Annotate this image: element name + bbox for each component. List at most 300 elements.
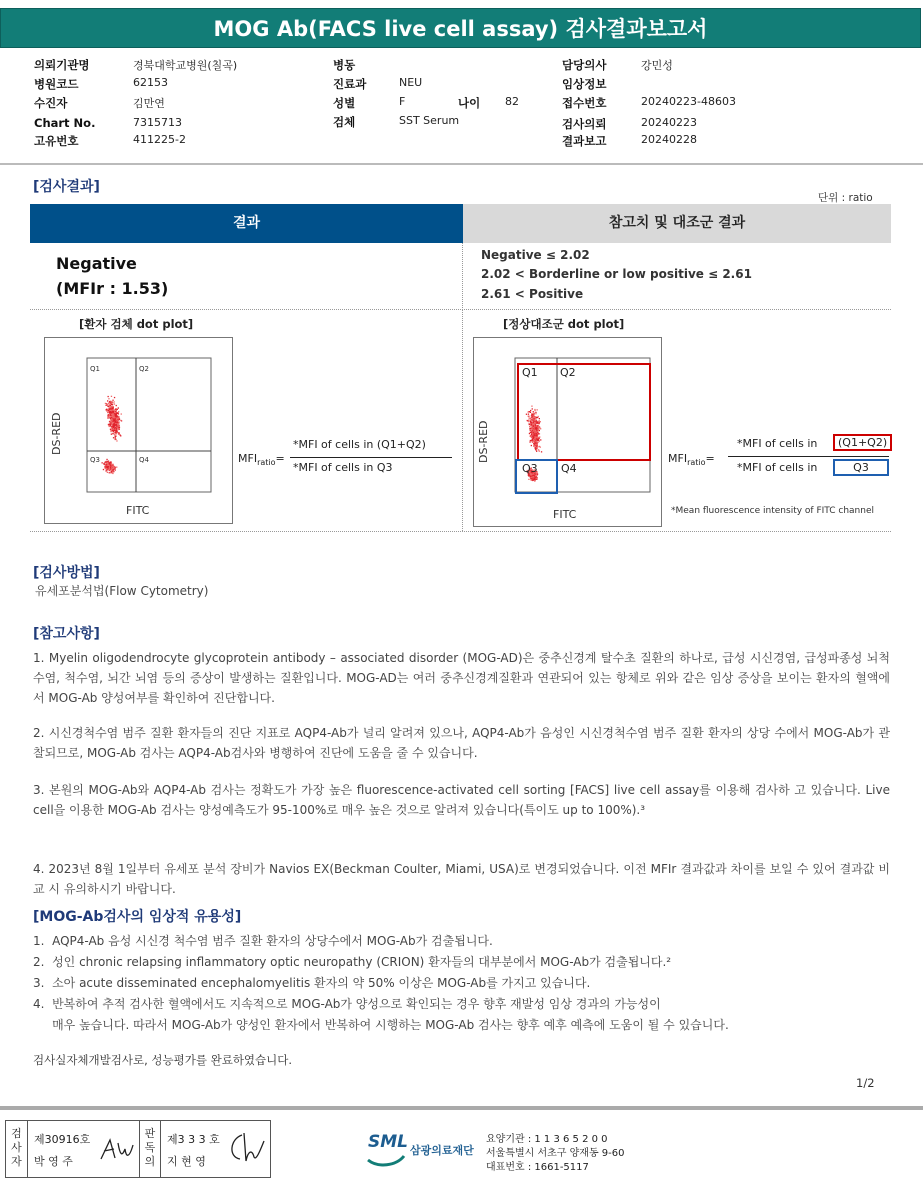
- divider: [0, 163, 923, 165]
- info-value: 62153: [133, 76, 168, 89]
- scatter-dot: [110, 467, 111, 468]
- clinical-item: 매우 높습니다. 따라서 MOG-Ab가 양성인 환자에서 반복하여 시행하는 MOG-Ab 검사는 향후 예후 예측에 도움이 될 수 있습니다.: [33, 1018, 729, 1032]
- scatter-dot: [112, 411, 113, 412]
- scatter-dot: [535, 475, 536, 476]
- scatter-dot: [106, 411, 107, 412]
- scatter-dot: [111, 434, 112, 435]
- control-mfi-denominator: *MFI of cells in: [737, 461, 818, 474]
- result-header: 결과: [30, 204, 463, 243]
- scatter-dot: [528, 414, 529, 415]
- scatter-dot: [537, 448, 538, 449]
- info-value: 김만연: [133, 97, 165, 110]
- scatter-dot: [113, 409, 114, 410]
- info-value: 7315713: [133, 116, 182, 129]
- scatter-dot: [540, 428, 541, 429]
- scatter-dot: [114, 420, 115, 421]
- inspector-signature: [98, 1135, 138, 1165]
- scatter-dot: [111, 422, 112, 423]
- scatter-dot: [541, 451, 542, 452]
- scatter-dot: [533, 479, 534, 480]
- scatter-dot: [108, 406, 109, 407]
- scatter-dot: [111, 396, 112, 397]
- scatter-dot: [529, 424, 530, 425]
- scatter-dot: [531, 417, 532, 418]
- scatter-dot: [536, 420, 537, 421]
- scatter-dot: [531, 424, 532, 425]
- report-title: MOG Ab(FACS live cell assay) 검사결과보고서: [0, 8, 921, 48]
- q3-box-label: Q3: [833, 459, 889, 476]
- scatter-dot: [115, 437, 116, 438]
- info-value: F: [399, 95, 406, 108]
- scatter-dot: [533, 411, 534, 412]
- scatter-dot: [107, 467, 108, 468]
- q1q2-box-label: (Q1+Q2): [833, 434, 892, 451]
- scatter-dot: [107, 412, 108, 413]
- scatter-points: [102, 396, 123, 474]
- reviewer-signature: [226, 1131, 268, 1167]
- scatter-dot: [116, 428, 117, 429]
- scatter-dot: [121, 413, 122, 414]
- scatter-dot: [534, 429, 535, 430]
- scatter-dot: [113, 417, 114, 418]
- scatter-dot: [535, 448, 536, 449]
- control-mfi-numerator: *MFI of cells in: [737, 437, 818, 450]
- scatter-dot: [540, 421, 541, 422]
- notes-title: [참고사항]: [33, 626, 100, 642]
- scatter-dot: [109, 414, 110, 415]
- scatter-dot: [534, 409, 535, 410]
- scatter-dot: [537, 477, 538, 478]
- info-label: 성별: [333, 96, 356, 110]
- control-mfi-label: $MFI_{ratio}=$: [668, 452, 715, 468]
- scatter-dot: [115, 429, 116, 430]
- scatter-dot: [537, 409, 538, 410]
- scatter-dot: [531, 437, 532, 438]
- scatter-dot: [533, 424, 534, 425]
- scatter-dot: [529, 426, 530, 427]
- scatter-dot: [534, 417, 535, 418]
- scatter-dot: [112, 402, 113, 403]
- logo-text: SML: [368, 1132, 408, 1152]
- scatter-dot: [113, 418, 114, 419]
- scatter-dot: [531, 430, 532, 431]
- scatter-dot: [531, 426, 532, 427]
- quadrant-label: Q4: [561, 462, 577, 475]
- scatter-dot: [110, 425, 111, 426]
- patient-scatter-svg: [45, 338, 232, 523]
- scatter-dot: [538, 425, 539, 426]
- clinical-title: [MOG-Ab검사의 임상적 유용성]: [33, 909, 242, 925]
- scatter-dot: [112, 404, 113, 405]
- scatter-dot: [529, 433, 530, 434]
- scatter-dot: [533, 413, 534, 414]
- grid-divider: [30, 531, 891, 532]
- reviewer-label: 판독의: [139, 1121, 161, 1177]
- info-value: 경북대학교병원(칠곡): [133, 59, 238, 72]
- scatter-dot: [102, 462, 103, 463]
- scatter-dot: [110, 429, 111, 430]
- scatter-dot: [118, 433, 119, 434]
- scatter-dot: [530, 428, 531, 429]
- scatter-dot: [114, 468, 115, 469]
- scatter-dot: [116, 412, 117, 413]
- scatter-dot: [117, 418, 118, 419]
- scatter-dot: [109, 469, 110, 470]
- scatter-dot: [117, 426, 118, 427]
- scatter-dot: [537, 427, 538, 428]
- scatter-dot: [106, 464, 107, 465]
- scatter-dot: [118, 417, 119, 418]
- control-plot-caption: [정상대조군 dot plot]: [503, 317, 625, 331]
- scatter-dot: [119, 419, 120, 420]
- scatter-dot: [117, 409, 118, 410]
- signature-box: [5, 1120, 271, 1178]
- scatter-dot: [537, 446, 538, 447]
- scatter-dot: [112, 466, 113, 467]
- scatter-dot: [106, 409, 107, 410]
- scatter-dot: [532, 408, 533, 409]
- scatter-dot: [112, 471, 113, 472]
- scatter-dot: [536, 427, 537, 428]
- control-scatter-svg: [474, 338, 661, 526]
- scatter-dot: [539, 446, 540, 447]
- scatter-dot: [534, 434, 535, 435]
- scatter-dot: [108, 425, 109, 426]
- scatter-dot: [530, 476, 531, 477]
- scatter-dot: [536, 451, 537, 452]
- scatter-dot: [533, 429, 534, 430]
- scatter-dot: [116, 467, 117, 468]
- scatter-dot: [118, 420, 119, 421]
- scatter-dot: [114, 397, 115, 398]
- result-mfir: (MFIr : 1.53): [56, 279, 169, 298]
- info-label: 의뢰기관명: [34, 58, 90, 72]
- quadrant-label: Q3: [522, 462, 538, 475]
- scatter-dot: [528, 420, 529, 421]
- note-paragraph: 3. 본원의 MOG-Ab와 AQP4-Ab 검사는 정확도가 가장 높은 fluorescence-activated cell sorting [FACS] live cell assay를 이용해 검사하 고 있습니다. Live cell을 이용한 MOG-Ab 검사는 양성예측도가 95-100%로 매우 높은 것으로 알려져 있습니다(특이도 up to 100%).³: [33, 783, 890, 817]
- scatter-dot: [532, 420, 533, 421]
- inspector-license: 제30916호: [34, 1133, 91, 1146]
- scatter-dot: [115, 416, 116, 417]
- page-number: 1/2: [856, 1076, 875, 1090]
- scatter-dot: [114, 413, 115, 414]
- scatter-dot: [109, 468, 110, 469]
- scatter-dot: [109, 424, 110, 425]
- scatter-dot: [535, 425, 536, 426]
- info-value: 20240223: [641, 116, 697, 129]
- info-label: 담당의사: [562, 58, 607, 72]
- scatter-dot: [532, 414, 533, 415]
- scatter-dot: [533, 432, 534, 433]
- scatter-dot: [115, 418, 116, 419]
- scatter-dot: [528, 416, 529, 417]
- scatter-dot: [536, 444, 537, 445]
- mfi-footnote: *Mean fluorescence intensity of FITC channel: [671, 506, 875, 516]
- patient-y-label: DS-RED: [50, 412, 63, 455]
- scatter-dot: [534, 440, 535, 441]
- note-paragraph: 1. Myelin oligodendrocyte glycoprotein antibody – associated disorder (MOG-AD)은 중추신경계 탈수초 질환의 하나로, 급성 시신경염, 급성파종성 뇌척수염, 척수염, 뇌간 뇌염 등의 증상이 발생하는 질환입니다. MOG-AD는 여러 중추신경계질환과 연관되어 있는 항체로 위와 같은 임상 증상을 보이는 환자의 혈액에서 MOG-Ab 양성여부를 확인하여 진단합니다.: [33, 651, 890, 705]
- scatter-dot: [535, 418, 536, 419]
- scatter-dot: [114, 401, 115, 402]
- method-title: [검사방법]: [33, 565, 100, 581]
- scatter-dot: [105, 468, 106, 469]
- closing-note: 검사실자체개발검사로, 성능평가를 완료하였습니다.: [33, 1053, 293, 1067]
- reference-header: 참고치 및 대조군 결과: [463, 204, 891, 243]
- info-value: 강민성: [641, 59, 673, 72]
- scatter-dot: [111, 406, 112, 407]
- reference-positive: 2.61 < Positive: [481, 287, 584, 301]
- scatter-dot: [115, 427, 116, 428]
- scatter-dot: [111, 470, 112, 471]
- scatter-dot: [535, 477, 536, 478]
- grid-divider: [462, 309, 463, 531]
- info-value: 20240223-48603: [641, 95, 736, 108]
- scatter-dot: [533, 430, 534, 431]
- plot-frame: [87, 358, 211, 492]
- reviewer-name: 지 현 영: [167, 1155, 206, 1168]
- info-value: 20240228: [641, 133, 697, 146]
- scatter-dot: [539, 420, 540, 421]
- scatter-dot: [118, 413, 119, 414]
- patient-mfi-label: $MFI_{ratio}=$: [238, 452, 285, 468]
- scatter-dot: [535, 447, 536, 448]
- reference-borderline: 2.02 < Borderline or low positive ≤ 2.61: [481, 267, 752, 281]
- org-phone: 대표번호 : 1661-5117: [486, 1162, 589, 1173]
- scatter-dot: [535, 412, 536, 413]
- scatter-dot: [538, 440, 539, 441]
- patient-plot-caption: [환자 검체 dot plot]: [79, 317, 194, 331]
- info-label: 병동: [333, 58, 356, 72]
- clinical-item: 2. 성인 chronic relapsing inflammatory optic neuropathy (CRION) 환자들의 대부분에서 MOG-Ab가 검출됩니다.²: [33, 955, 672, 969]
- scatter-dot: [117, 428, 118, 429]
- scatter-dot: [534, 478, 535, 479]
- scatter-dot: [110, 472, 111, 473]
- control-dot-plot: [473, 337, 662, 527]
- note-paragraph: 2. 시신경척수염 범주 질환 환자들의 진단 지표로 AQP4-Ab가 널리 알려져 있으나, AQP4-Ab가 음성인 시신경척수염 범주 질환 환자의 상당 수에서 MOG-Ab가 관찰되므로, MOG-Ab 검사는 AQP4-Ab검사와 병행하여 진단에 도움을 줄 수 있습니다.: [33, 726, 890, 760]
- scatter-dot: [111, 471, 112, 472]
- scatter-dot: [534, 443, 535, 444]
- clinical-item: 1. AQP4-Ab 음성 시신경 척수염 범주 질환 환자의 상당수에서 MOG-Ab가 검출됩니다.: [33, 934, 493, 948]
- scatter-dot: [535, 442, 536, 443]
- scatter-dot: [110, 407, 111, 408]
- control-y-label: DS-RED: [477, 420, 490, 463]
- scatter-dot: [529, 411, 530, 412]
- scatter-dot: [115, 423, 116, 424]
- scatter-dot: [116, 405, 117, 406]
- scatter-dot: [105, 403, 106, 404]
- scatter-dot: [120, 420, 121, 421]
- scatter-dot: [119, 422, 120, 423]
- scatter-dot: [528, 411, 529, 412]
- scatter-dot: [532, 434, 533, 435]
- scatter-dot: [110, 421, 111, 422]
- info-value: 411225-2: [133, 133, 186, 146]
- info-label: 접수번호: [562, 96, 607, 110]
- scatter-dot: [120, 435, 121, 436]
- info-label: Chart No.: [34, 116, 96, 130]
- scatter-dot: [531, 480, 532, 481]
- scatter-dot: [531, 477, 532, 478]
- info-label: 검사의뢰: [562, 117, 607, 131]
- scatter-dot: [536, 432, 537, 433]
- scatter-dot: [117, 422, 118, 423]
- reference-negative: Negative ≤ 2.02: [481, 248, 590, 262]
- patient-mfi-denominator: *MFI of cells in Q3: [293, 461, 393, 474]
- scatter-dot: [531, 420, 532, 421]
- sml-logo: [366, 1128, 406, 1168]
- grid-divider: [462, 243, 463, 310]
- scatter-dot: [536, 423, 537, 424]
- scatter-dot: [112, 473, 113, 474]
- scatter-dot: [110, 411, 111, 412]
- quadrant-label: Q2: [139, 365, 149, 373]
- scatter-dot: [532, 439, 533, 440]
- scatter-dot: [104, 462, 105, 463]
- scatter-dot: [107, 472, 108, 473]
- scatter-dot: [115, 408, 116, 409]
- scatter-dot: [531, 422, 532, 423]
- scatter-dot: [110, 462, 111, 463]
- clinical-item: 4. 반복하여 추적 검사한 혈액에서도 지속적으로 MOG-Ab가 양성으로 확인되는 경우 향후 재발성 임상 경과의 가능성이: [33, 997, 661, 1011]
- scatter-dot: [115, 431, 116, 432]
- info-value: NEU: [399, 76, 423, 89]
- quadrant-label: Q4: [139, 456, 149, 464]
- scatter-dot: [112, 429, 113, 430]
- scatter-dot: [110, 465, 111, 466]
- scatter-dot: [108, 396, 109, 397]
- clinical-item: 3. 소아 acute disseminated encephalomyelitis 환자의 약 50% 이상은 MOG-Ab를 가지고 있습니다.: [33, 976, 591, 990]
- scatter-dot: [530, 418, 531, 419]
- scatter-dot: [540, 439, 541, 440]
- scatter-dot: [115, 436, 116, 437]
- scatter-dot: [537, 437, 538, 438]
- grid-divider: [30, 309, 891, 310]
- scatter-dot: [109, 401, 110, 402]
- org-address: 서울특별시 서초구 양재동 9-60: [486, 1148, 625, 1159]
- scatter-dot: [536, 449, 537, 450]
- scatter-dot: [116, 440, 117, 441]
- scatter-dot: [108, 403, 109, 404]
- method-text: 유세포분석법(Flow Cytometry): [35, 584, 209, 598]
- patient-mfi-numerator: *MFI of cells in (Q1+Q2): [293, 438, 426, 451]
- scatter-dot: [103, 463, 104, 464]
- org-code: 요양기관 : 1 1 3 6 5 2 0 0: [486, 1134, 608, 1145]
- scatter-dot: [538, 449, 539, 450]
- info-label: 결과보고: [562, 134, 607, 148]
- scatter-dot: [113, 415, 114, 416]
- note-paragraph: 4. 2023년 8월 1일부터 유세포 분석 장비가 Navios EX(Beckman Coulter, Miami, USA)로 변경되었습니다. 이전 MFIr 결과값과 차이를 보일 수 있어 결과값 비교 시 유의하시기 바랍니다.: [33, 862, 890, 896]
- scatter-dot: [118, 407, 119, 408]
- patient-x-label: FITC: [126, 504, 150, 517]
- scatter-dot: [110, 408, 111, 409]
- scatter-dot: [529, 441, 530, 442]
- quadrant-label: Q3: [90, 456, 100, 464]
- result-value: Negative: [56, 254, 137, 273]
- unit-label: 단위 : ratio: [818, 192, 873, 204]
- scatter-dot: [526, 414, 527, 415]
- org-name: 삼광의료재단: [410, 1144, 474, 1157]
- quadrant-label: Q1: [522, 366, 538, 379]
- scatter-dot: [530, 436, 531, 437]
- scatter-dot: [109, 463, 110, 464]
- scatter-dot: [532, 416, 533, 417]
- scatter-dot: [109, 404, 110, 405]
- info-label: 진료과: [333, 77, 367, 91]
- scatter-dot: [112, 433, 113, 434]
- quadrant-label: Q2: [560, 366, 576, 379]
- scatter-dot: [531, 406, 532, 407]
- scatter-dot: [116, 430, 117, 431]
- scatter-dot: [106, 459, 107, 460]
- scatter-dot: [103, 469, 104, 470]
- scatter-dot: [528, 417, 529, 418]
- info-label: 임상정보: [562, 77, 607, 91]
- scatter-dot: [112, 416, 113, 417]
- scatter-dot: [113, 427, 114, 428]
- scatter-dot: [115, 439, 116, 440]
- scatter-dot: [528, 475, 529, 476]
- scatter-dot: [109, 412, 110, 413]
- info-value: 82: [505, 95, 519, 108]
- reviewer-license: 제3 3 3 호: [167, 1133, 220, 1146]
- scatter-dot: [535, 438, 536, 439]
- scatter-dot: [114, 411, 115, 412]
- scatter-dot: [112, 406, 113, 407]
- scatter-dot: [105, 470, 106, 471]
- scatter-dot: [527, 420, 528, 421]
- scatter-dot: [537, 429, 538, 430]
- scatter-dot: [535, 437, 536, 438]
- scatter-dot: [112, 400, 113, 401]
- scatter-dot: [110, 401, 111, 402]
- scatter-dot: [112, 464, 113, 465]
- scatter-dot: [114, 403, 115, 404]
- scatter-dot: [113, 425, 114, 426]
- scatter-dot: [112, 413, 113, 414]
- scatter-dot: [107, 400, 108, 401]
- fraction-line: [290, 457, 452, 458]
- scatter-dot: [111, 427, 112, 428]
- scatter-dot: [106, 404, 107, 405]
- scatter-dot: [111, 430, 112, 431]
- fraction-line: [728, 456, 889, 457]
- scatter-dot: [539, 418, 540, 419]
- scatter-dot: [533, 445, 534, 446]
- scatter-dot: [534, 422, 535, 423]
- scatter-dot: [537, 432, 538, 433]
- footer-divider: [0, 1106, 923, 1110]
- scatter-dot: [537, 417, 538, 418]
- scatter-dot: [112, 421, 113, 422]
- result-section-title: [검사결과]: [33, 179, 100, 195]
- scatter-dot: [113, 437, 114, 438]
- info-label: 나이: [458, 96, 481, 110]
- info-label: 고유번호: [34, 134, 79, 148]
- scatter-dot: [533, 476, 534, 477]
- scatter-dot: [115, 410, 116, 411]
- scatter-dot: [106, 466, 107, 467]
- scatter-dot: [116, 415, 117, 416]
- scatter-dot: [532, 418, 533, 419]
- scatter-dot: [108, 398, 109, 399]
- inspector-label: 검사자: [6, 1121, 28, 1177]
- scatter-dot: [107, 417, 108, 418]
- scatter-dot: [107, 465, 108, 466]
- scatter-dot: [536, 435, 537, 436]
- info-label: 수진자: [34, 96, 68, 110]
- scatter-dot: [110, 416, 111, 417]
- scatter-dot: [539, 436, 540, 437]
